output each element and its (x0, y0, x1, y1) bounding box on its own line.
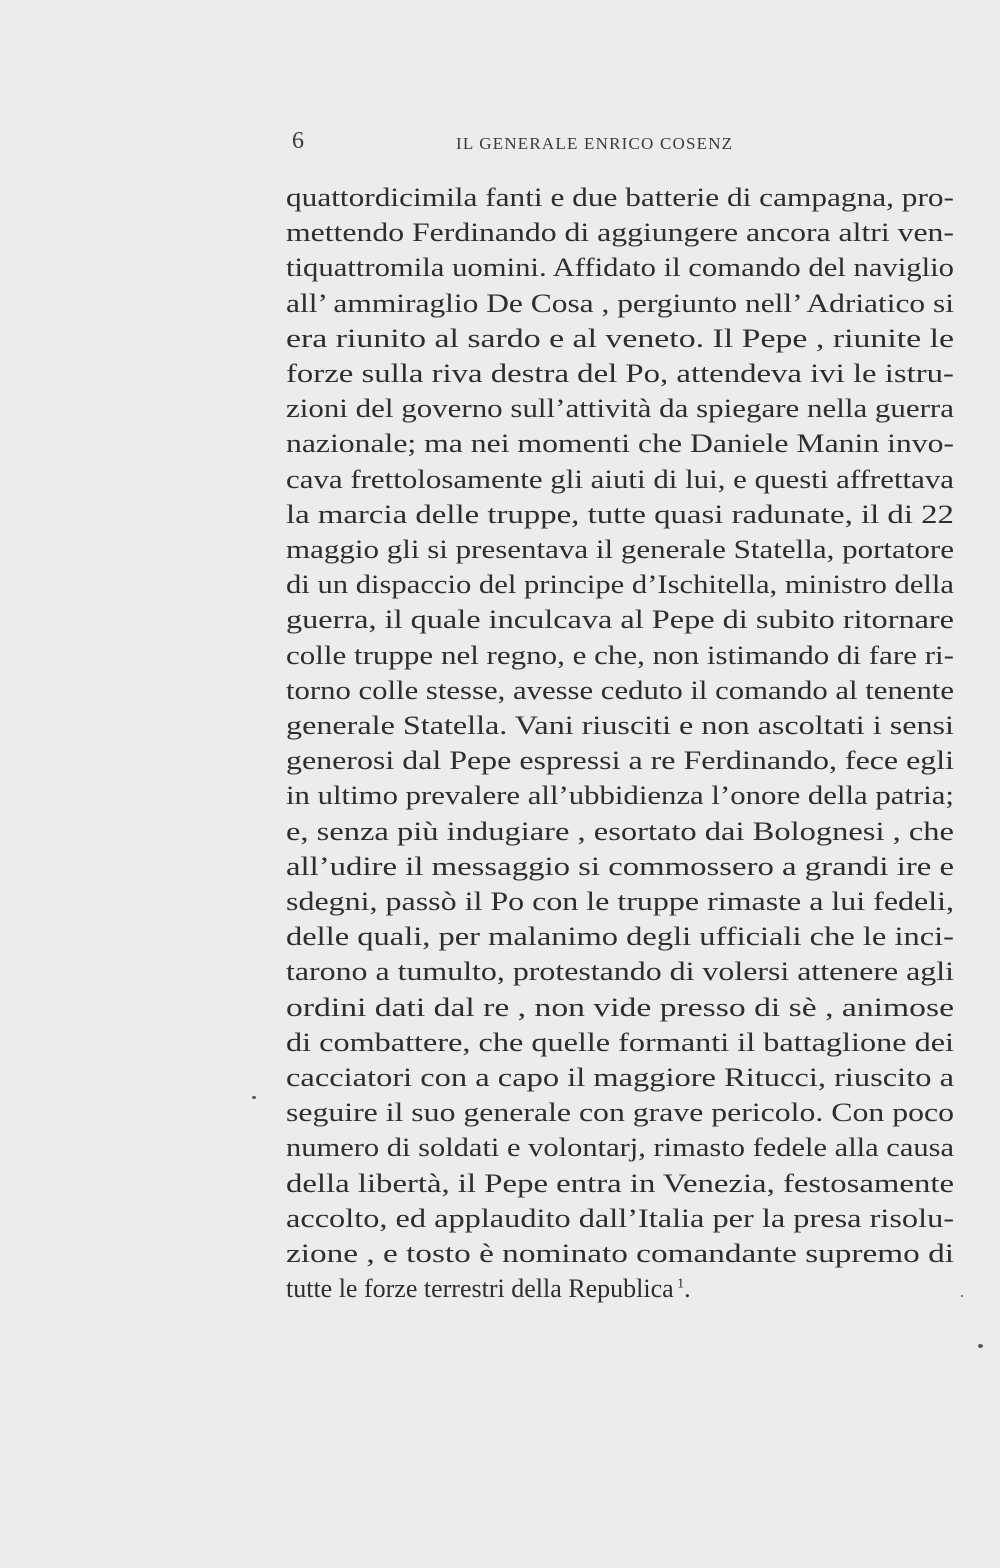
text-line: numero di soldati e volontarj, rimasto fedele alla causa (286, 1133, 955, 1163)
text-line: sdegni, passò il Po con le truppe rimaste a lui fedeli, (286, 887, 954, 916)
print-speck (961, 1295, 963, 1297)
text-line: forze sulla riva destra del Po, attendeva ivi le istru- (286, 359, 954, 388)
page-number: 6 (292, 128, 304, 154)
final-punctuation: . (684, 1274, 691, 1304)
print-speck (252, 1096, 256, 1099)
text-line: colle truppe nel regno, e che, non istimando di fare ri- (286, 640, 954, 670)
text-line: cacciatori con a capo il maggiore Ritucci, riuscito a (286, 1063, 954, 1092)
text-line: maggio gli si presentava il generale Statella, portatore (286, 535, 954, 564)
footnote-marker: 1 (673, 1276, 685, 1292)
text-line: seguire il suo generale con grave pericolo. Con poco (286, 1098, 954, 1128)
text-line: tiquattromila uomini. Affidato il comando del naviglio (286, 253, 955, 283)
text-line: all’ ammiraglio De Cosa , pergiunto nell’ Adriatico si (286, 288, 954, 318)
text-line: della libertà, il Pepe entra in Venezia, festosamente (286, 1168, 954, 1198)
text-line: cava frettolosamente gli aiuti di lui, e questi affrettava (286, 464, 955, 494)
text-line: generosi dal Pepe espressi a re Ferdinando, fece egli (286, 746, 955, 776)
running-head: IL GENERALE ENRICO COSENZ (456, 134, 734, 153)
print-speck (978, 1344, 983, 1348)
text-line: ordini dati dal re , non vide presso di sè , animose (286, 992, 955, 1022)
text-line: di combattere, che quelle formanti il battaglione dei (286, 1027, 954, 1057)
text-line: zione , e tosto è nominato comandante supremo di (286, 1239, 954, 1268)
text-line: in ultimo prevalere all’ubbidienza l’onore della patria; (286, 781, 954, 811)
text-line: era riunito al sardo e al veneto. Il Pepe , riunite le (286, 323, 955, 353)
text-line: di un dispaccio del principe d’Ischitella, ministro della (286, 570, 955, 600)
text-line: la marcia delle truppe, tutte quasi radunate, il di 22 (286, 499, 954, 529)
text-line: zioni del governo sull’attività da spiegare nella guerra (286, 394, 955, 424)
text-line: guerra, il quale inculcava al Pepe di subito ritornare (286, 605, 955, 635)
text-line: all’udire il messaggio si commossero a grandi ire e (286, 851, 955, 881)
text-line: nazionale; ma nei momenti che Daniele Manin invo- (286, 429, 954, 459)
text-line: torno colle stesse, avesse ceduto il comando al tenente (286, 675, 954, 705)
page-header (292, 128, 792, 162)
text-line: tutte le forze terrestri della Republica $^1$. (286, 1274, 691, 1304)
text-line: accolto, ed applaudito dall’Italia per la presa risolu- (286, 1203, 955, 1233)
text-line: quattordicimila fanti e due batterie di campagna, pro- (286, 183, 955, 212)
text-line: delle quali, per malanimo degli ufficiali che le inci- (286, 922, 955, 952)
text-line: generale Statella. Vani riusciti e non ascoltati i sensi (286, 711, 954, 740)
text-line: mettendo Ferdinando di aggiungere ancora altri ven- (286, 218, 954, 248)
text-line: tarono a tumulto, protestando di volersi attenere agli (286, 957, 954, 987)
text-line: e, senza più indugiare , esortato dai Bolognesi , che (286, 816, 954, 846)
